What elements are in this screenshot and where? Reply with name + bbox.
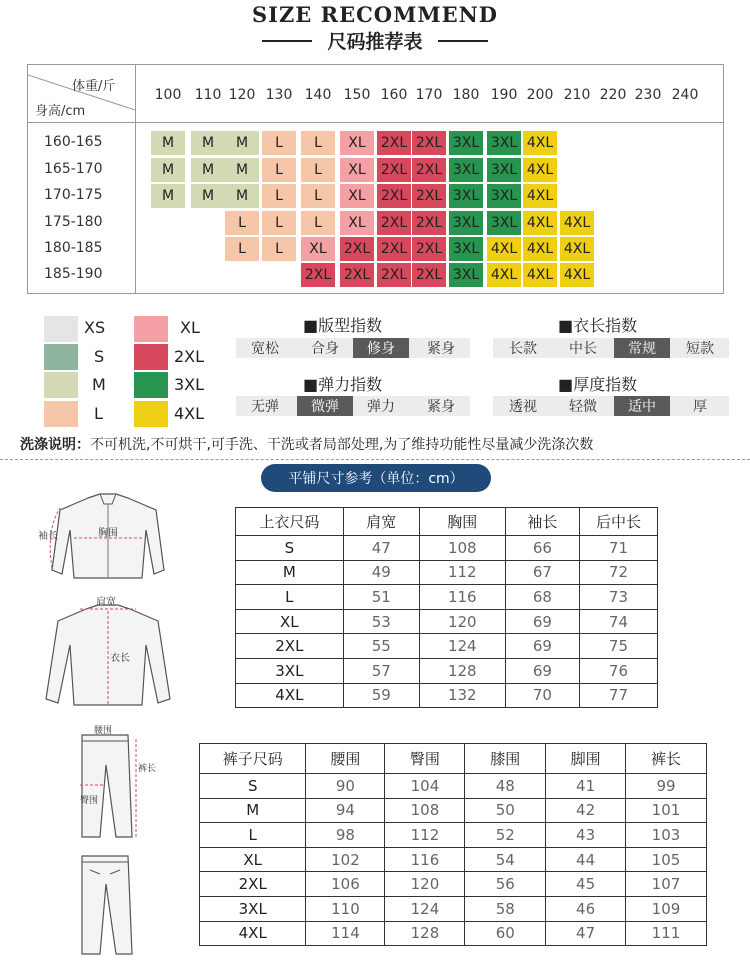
table-row [236,560,658,585]
size-cell: 3XL [487,211,521,235]
index-option-thickness: 轻微 [569,399,597,415]
measurement-cell: 76 [579,658,657,683]
size-cell: 3XL [449,237,483,261]
legend-swatch [44,316,78,342]
measurement-cell: 74 [579,609,657,634]
index-title-length: ■衣长指数 [558,316,638,335]
measurement-cell: 51 [343,585,419,610]
size-cell: M [151,131,185,155]
size-cell: 2XL [377,158,411,182]
index-option-length: 中长 [569,341,597,357]
measurement-cell: 46 [546,896,626,921]
table-row [236,634,658,659]
index-bar-stretch [236,396,470,416]
size-cell: 3XL [449,158,483,182]
title-chinese: 尺码推荐表 [327,31,423,53]
index-title-stretch: ■弹力指数 [303,375,383,394]
measurement-cell: 50 [465,798,546,823]
size-cell: 2XL [340,237,374,261]
wash-text: 不可机洗,不可烘干,可手洗、干洗或者局部处理,为了维持功能性尽量减少洗涤次数 [90,437,594,453]
size-label-cell: 3XL [200,896,306,921]
label-chest: 胸围 [98,528,118,539]
legend-label: 4XL [174,404,205,423]
label-length: 衣长 [110,653,130,664]
measurement-cell: 77 [579,683,657,708]
table-header-cell: 膝围 [465,744,546,774]
measurement-cell: 128 [385,921,465,946]
legend-swatch [44,372,78,398]
measurement-cell: 55 [343,634,419,659]
size-cell: 4XL [560,211,594,235]
table-header-cell: 脚围 [546,744,626,774]
title-rule-right [438,40,488,42]
table-row [200,774,707,799]
table-row [236,658,658,683]
weight-tick: 130 [265,87,293,103]
size-cell: 2XL [340,263,374,287]
index-bar-length [493,338,729,358]
measurement-cell: 49 [343,560,419,585]
size-cell: M [151,184,185,208]
index-option-thickness: 厚 [693,399,707,415]
height-tick: 180-185 [44,240,103,256]
table-header-cell: 腰围 [306,744,385,774]
size-cell: L [301,158,335,182]
index-title-thickness: ■厚度指数 [558,375,638,394]
legend-label: L [94,404,103,423]
size-cell: L [262,237,296,261]
measurement-cell: 41 [546,774,626,799]
legend-label: 3XL [174,375,205,394]
measurement-cell: 99 [626,774,707,799]
table-header-row [200,744,707,774]
measurement-cell: 57 [343,658,419,683]
measurement-cell: 47 [343,536,419,561]
index-option-length: 长款 [509,341,537,357]
size-cell: XL [340,158,374,182]
index-bar-thickness [493,396,729,416]
jacket-size-table [235,507,658,708]
label-shoulder: 肩宽 [96,597,116,608]
size-label-cell: XL [200,847,306,872]
index-option-fit: 合身 [311,341,339,357]
weight-tick: 160 [380,87,408,103]
size-cell: 3XL [487,131,521,155]
measurement-cell: 68 [505,585,579,610]
table-row [236,609,658,634]
measurement-cell: 116 [419,585,505,610]
measurement-cell: 107 [626,872,707,897]
size-cell: L [301,211,335,235]
weight-tick: 110 [194,87,222,103]
measurement-cell: 59 [343,683,419,708]
table-header-row [236,508,658,536]
weight-tick: 100 [154,87,182,103]
size-cell: 4XL [523,184,557,208]
measurement-cell: 70 [505,683,579,708]
flat-size-title: 平铺尺寸参考（单位：cm） [261,464,491,492]
measurement-cell: 52 [465,823,546,848]
size-cell: XL [340,211,374,235]
measurement-cell: 45 [546,872,626,897]
pants-back-figure [60,850,160,960]
measurement-cell: 66 [505,536,579,561]
size-label-cell: XL [236,609,344,634]
weight-tick: 210 [563,87,591,103]
size-label-cell: S [200,774,306,799]
size-label-cell: M [200,798,306,823]
measurement-cell: 105 [626,847,707,872]
measurement-cell: 75 [579,634,657,659]
table-row [236,585,658,610]
size-label-cell: 2XL [200,872,306,897]
size-cell: 4XL [560,263,594,287]
table-header-cell: 裤长 [626,744,707,774]
table-row [200,921,707,946]
weight-tick: 200 [526,87,554,103]
size-cell: 2XL [377,211,411,235]
size-label-cell: 2XL [236,634,344,659]
table-header-cell: 胸围 [419,508,505,536]
measurement-cell: 120 [419,609,505,634]
size-cell: M [225,184,259,208]
measurement-cell: 56 [465,872,546,897]
index-title-fit: ■版型指数 [303,316,383,335]
measurement-cell: 48 [465,774,546,799]
index-bar-fit [236,338,470,358]
index-option-stretch: 微弹 [297,396,353,416]
wash-instructions [20,434,593,454]
measurement-cell: 108 [385,798,465,823]
legend-swatch [134,316,168,342]
title-english: SIZE RECOMMEND [251,2,498,27]
table-row [200,847,707,872]
label-sleeve: 袖长 [38,531,58,542]
legend-label: S [94,347,105,366]
measurement-cell: 69 [505,609,579,634]
size-cell: 2XL [301,263,335,287]
size-label-cell: 3XL [236,658,344,683]
measurement-cell: 67 [505,560,579,585]
weight-tick: 230 [634,87,662,103]
table-row [200,798,707,823]
table-header-cell: 袖长 [505,508,579,536]
measurement-cell: 111 [626,921,707,946]
measurement-cell: 116 [385,847,465,872]
measurement-cell: 47 [546,921,626,946]
table-header-cell: 裤子尺码 [200,744,306,774]
index-option-fit: 修身 [353,338,409,358]
measurement-cell: 44 [546,847,626,872]
pants-front-figure [60,725,160,845]
size-cell: 2XL [412,211,446,235]
measurement-cell: 128 [419,658,505,683]
measurement-cell: 94 [306,798,385,823]
legend-label: M [92,375,106,394]
measurement-cell: 43 [546,823,626,848]
size-cell: 4XL [523,158,557,182]
size-label-cell: S [236,536,344,561]
weight-tick: 170 [415,87,443,103]
size-cell: 3XL [449,263,483,287]
index-option-fit: 宽松 [251,341,279,357]
index-option-length: 常规 [614,338,670,358]
measurement-cell: 106 [306,872,385,897]
measurement-cell: 103 [626,823,707,848]
measurement-cell: 102 [306,847,385,872]
size-label-cell: 4XL [236,683,344,708]
index-option-stretch: 无弹 [251,399,279,415]
table-header-cell: 后中长 [579,508,657,536]
measurement-cell: 112 [385,823,465,848]
index-option-stretch: 弹力 [367,399,395,415]
corner-weight-label: 体重/斤 [72,79,116,94]
size-cell: 2XL [412,131,446,155]
measurement-cell: 120 [385,872,465,897]
size-cell: 2XL [412,184,446,208]
size-label-cell: 4XL [200,921,306,946]
label-waist: 腰围 [94,726,113,736]
size-cell: 3XL [449,184,483,208]
measurement-cell: 114 [306,921,385,946]
size-cell: 2XL [377,263,411,287]
height-tick: 185-190 [44,266,103,282]
weight-tick: 140 [304,87,332,103]
height-tick: 165-170 [44,161,103,177]
table-header-cell: 上衣尺码 [236,508,344,536]
size-cell: 2XL [377,184,411,208]
measurement-cell: 98 [306,823,385,848]
legend-swatch [134,372,168,398]
jacket-back-figure [38,595,178,715]
legend-swatch [134,401,168,427]
size-cell: 2XL [412,237,446,261]
measurement-cell: 112 [419,560,505,585]
size-cell: L [262,158,296,182]
size-cell: 4XL [560,237,594,261]
table-row [236,536,658,561]
legend-label: 2XL [174,347,205,366]
table-header-cell: 臀围 [385,744,465,774]
measurement-cell: 109 [626,896,707,921]
measurement-cell: 73 [579,585,657,610]
weight-tick: 150 [343,87,371,103]
size-label-cell: L [236,585,344,610]
size-cell: 2XL [412,263,446,287]
size-cell: 4XL [523,211,557,235]
size-cell: 4XL [487,237,521,261]
measurement-cell: 72 [579,560,657,585]
size-cell: 3XL [487,158,521,182]
size-cell: 3XL [487,184,521,208]
measurement-cell: 54 [465,847,546,872]
measurement-cell: 132 [419,683,505,708]
measurement-cell: 58 [465,896,546,921]
size-cell: L [301,131,335,155]
measurement-cell: 60 [465,921,546,946]
size-cell: XL [340,184,374,208]
size-cell: 3XL [449,211,483,235]
index-option-length: 短款 [686,341,714,357]
measurement-cell: 90 [306,774,385,799]
measurement-cell: 69 [505,658,579,683]
size-cell: L [225,211,259,235]
size-cell: M [225,158,259,182]
legend-label: XL [180,318,200,337]
weight-tick: 240 [671,87,699,103]
measurement-cell: 71 [579,536,657,561]
size-cell: 2XL [377,237,411,261]
legend-swatch [44,401,78,427]
table-row [200,896,707,921]
size-cell: 4XL [523,131,557,155]
size-cell: L [262,184,296,208]
legend-swatch [134,344,168,370]
size-cell: M [191,184,225,208]
size-cell: L [301,184,335,208]
size-cell: L [225,237,259,261]
measurement-cell: 124 [419,634,505,659]
size-cell: 4XL [523,237,557,261]
label-pants-length: 裤长 [138,764,157,774]
measurement-cell: 101 [626,798,707,823]
measurement-cell: 124 [385,896,465,921]
dashed-divider [0,459,750,460]
size-cell: 4XL [523,263,557,287]
table-row [200,872,707,897]
height-tick: 160-165 [44,134,103,150]
wash-label: 洗涤说明： [20,437,90,453]
index-option-thickness: 透视 [509,399,537,415]
index-option-stretch: 紧身 [427,399,455,415]
measurement-cell: 108 [419,536,505,561]
jacket-front-figure [38,490,178,590]
height-tick: 175-180 [44,214,103,230]
size-cell: L [262,211,296,235]
height-tick: 170-175 [44,187,103,203]
size-cell: XL [301,237,335,261]
weight-tick: 180 [452,87,480,103]
weight-tick: 190 [490,87,518,103]
size-cell: M [151,158,185,182]
table-header-cell: 肩宽 [343,508,419,536]
size-cell: 3XL [449,131,483,155]
measurement-cell: 42 [546,798,626,823]
weight-tick: 220 [599,87,627,103]
size-cell: L [262,131,296,155]
legend-label: XS [84,318,106,337]
size-cell: 4XL [487,263,521,287]
table-row [200,823,707,848]
legend-swatch [44,344,78,370]
size-label-cell: L [200,823,306,848]
index-option-thickness: 适中 [614,396,670,416]
corner-height-label: 身高/cm [35,104,86,119]
size-cell: M [225,131,259,155]
measurement-cell: 110 [306,896,385,921]
measurement-cell: 53 [343,609,419,634]
size-cell: 2XL [412,158,446,182]
size-cell: M [191,158,225,182]
measurement-cell: 69 [505,634,579,659]
measurement-cell: 104 [385,774,465,799]
size-cell: 2XL [377,131,411,155]
weight-tick: 120 [228,87,256,103]
size-label-cell: M [236,560,344,585]
table-row [236,683,658,708]
pants-size-table [199,743,707,946]
size-cell: XL [340,131,374,155]
size-cell: M [191,131,225,155]
index-option-fit: 紧身 [427,341,455,357]
label-hip: 臀围 [80,796,99,806]
